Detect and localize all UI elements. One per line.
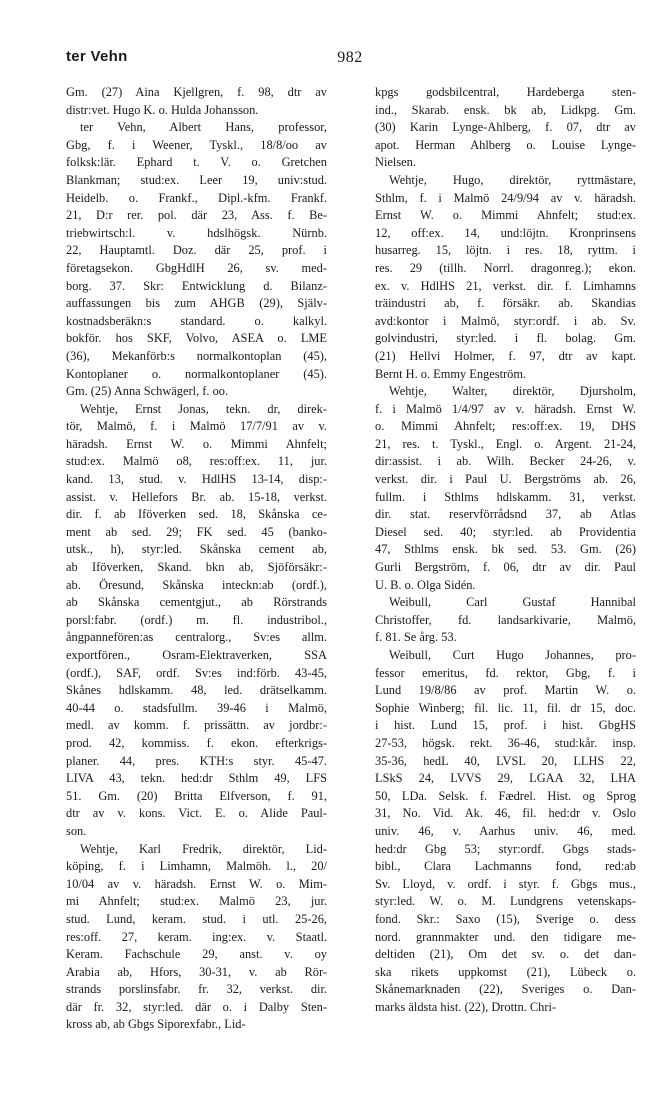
entry-heading-line: Wehtje, Walter, direktör, Djursholm, — [389, 384, 636, 399]
text-line: strands porslinsfabr. fr. 32, verkst. dir. — [66, 982, 327, 997]
text-line: deltiden (21), Om det sv. o. det dan- — [375, 947, 636, 962]
text-line: Nielsen. — [375, 155, 416, 170]
text-line: husarreg. 15, löjtn. i res. 18, ryttm. i — [375, 243, 636, 258]
text-line: f. 81. Se årg. 53. — [375, 630, 457, 645]
text-line: ment ab sed. 29; FK sed. 45 (banko- — [66, 524, 327, 539]
text-line: Gm. (25) Anna Schwägerl, f. oo. — [66, 384, 229, 399]
text-line: verkst. dir. i Paul U. Bergströms ab. 26, — [375, 472, 636, 487]
text-line: kand. 13, stud. v. HdlHS 13-14, disp:- — [66, 472, 327, 487]
text-line: (36), Mekanförb:s normalkontoplan (45), — [66, 348, 327, 363]
text-line: marks äldsta hist. (22), Drottn. Chri- — [375, 999, 557, 1014]
text-line: ångpannefören:as centralorg., Sv:es allm. — [66, 630, 327, 645]
running-head: ter Vehn — [66, 48, 128, 65]
text-line: häradsh. Ernst W. o. Mimmi Ahnfelt; — [66, 436, 327, 451]
text-line: 40-44 o. stadsfullm. 39-46 i Malmö, — [66, 700, 327, 715]
text-line: Sv. Lloyd, v. ordf. i styr. f. Gbgs mus., — [375, 876, 636, 891]
text-line: där fr. 32, styr:led. där o. i Dalby Sten- — [66, 999, 327, 1014]
text-line: kpgs godsbilcentral, Hardeberga sten- — [375, 85, 636, 99]
text-line: Diesel sed. 40; styr:led. ab Providentia — [375, 524, 636, 539]
text-line: dir. stat. reservförrådsnd 37, ab Atlas — [375, 507, 636, 522]
text-line: kostnadsberäkn:s standard. o. kalkyl. — [66, 313, 327, 328]
text-line: dtr av v. kons. Vict. E. o. Alide Paul- — [66, 806, 327, 821]
text-line: Skånemarknaden (22), Sveriges o. Dan- — [375, 982, 636, 997]
text-line: fullm. i Sthlms hdlskamm. 31, verkst. — [375, 489, 636, 504]
text-line: 50, LDa. Selsk. f. Fædrel. Hist. og Sprog — [375, 788, 636, 803]
text-line: Bernt H. o. Emmy Engeström. — [375, 366, 527, 381]
text-line: kross ab, ab Gbgs Siporexfabr., Lid- — [66, 1017, 246, 1032]
text-line: planer. 44, pres. KTH:s styr. 45-47. — [66, 753, 327, 768]
text-line: styr:led. W. o. M. Lundgrens vetenskaps- — [375, 894, 636, 909]
text-line: 10/04 av v. häradsh. Ernst W. o. Mim- — [66, 876, 327, 891]
text-line: medl. av komm. f. prissättn. av jordbr:- — [66, 718, 327, 733]
text-line: 47, Sthlms ensk. bk sed. 53. Gm. (26) — [375, 542, 636, 557]
left-column — [66, 84, 327, 1034]
entry-heading-line: Weibull, Carl Gustaf Hannibal — [389, 595, 636, 610]
text-line: triebwirtsch:l. v. hdslhögsk. Nürnb. — [66, 225, 327, 240]
right-column — [375, 84, 636, 1016]
entry-heading-line: Wehtje, Hugo, direktör, ryttmästare, — [389, 172, 636, 187]
text-line: utsk., h), styr:led. Skånska cement ab, — [66, 542, 327, 557]
text-line: borg. 37. Skr: Entwicklung d. Bilanz- — [66, 278, 327, 293]
text-line: Blankman; stud:ex. Leer 19, univ:stud. — [66, 172, 327, 187]
text-line: assist. v. Hellefors Br. ab. 15-18, verkst. — [66, 489, 327, 504]
text-line: tör, Malmö, f. i Malmö 17/7/91 av v. — [66, 419, 327, 434]
text-line: Ernst W. o. Mimmi Ahnfelt; stud:ex. — [375, 208, 636, 223]
text-line: hed:dr Gbg 53; styr:ordf. Gbgs stads- — [375, 841, 636, 856]
text-line: golvindustri, styr:led. i fl. bolag. Gm. — [375, 331, 636, 346]
text-line: Keram. Fachschule 29, anst. v. oy — [66, 947, 327, 962]
text-line: ab Skånska cementgjut., ab Rörstrands — [66, 595, 327, 610]
entry-heading-line: Wehtje, Ernst Jonas, tekn. dr, direk- — [80, 401, 327, 416]
text-line: 22, Hauptamtl. Doz. där 25, prof. i — [66, 243, 327, 258]
text-line: 12, off:ex. 14, und:löjtn. Kronprinsens — [375, 225, 636, 240]
text-line: fond. Skr.: Saxo (15), Sverige o. dess — [375, 911, 636, 926]
page-number: 982 — [337, 49, 363, 66]
text-line: exportfören., Osram-Elektraverken, SSA — [66, 648, 327, 662]
text-line: i hist. Lund 15, prof. i hist. GbgHS — [375, 718, 636, 733]
text-line: bibl., Clara Lachmanns fond, red:ab — [375, 859, 636, 874]
text-line: stud:ex. Malmö o8, res:off:ex. 11, jur. — [66, 454, 327, 469]
text-line: ab. Öresund, Skånska inteckn:ab (ordf.), — [66, 577, 327, 592]
text-line: univ. 46, v. Aarhus univ. 46, med. — [375, 823, 636, 838]
entry-heading-line: Weibull, Curt Hugo Johannes, pro- — [389, 648, 636, 662]
text-line: Lund 19/8/86 av prof. Martin W. o. — [375, 683, 636, 698]
text-line: Gm. (27) Aina Kjellgren, f. 98, dtr av — [66, 85, 327, 99]
text-line: Skånes hdlskamm. 48, led. drätselkamm. — [66, 683, 327, 698]
text-line: bokför. hos SKF, Volvo, ASEA o. LME — [66, 331, 327, 346]
text-line: Christoffer, fd. landsarkivarie, Malmö, — [375, 612, 636, 627]
entry-heading-line: ter Vehn, Albert Hans, professor, — [80, 120, 327, 135]
text-line: distr:vet. Hugo K. o. Hulda Johansson. — [66, 102, 259, 117]
text-line: Sthlm, f. i Malmö 24/9/94 av v. häradsh. — [375, 190, 636, 205]
text-line: köping, f. i Limhamn, Malmöh. l., 20/ — [66, 859, 327, 874]
text-line: U. B. o. Olga Sidén. — [375, 577, 476, 592]
text-line: (ordf.), SAF, ordf. Sv:es ind:förb. 43-45, — [66, 665, 327, 680]
text-line: son. — [66, 823, 87, 838]
text-line: nord. grannmakter und. den tidigare me- — [375, 929, 636, 944]
text-line: mi Ahnfelt; stud:ex. Malmö 23, jur. — [66, 894, 327, 909]
text-line: res:off. 27, keram. ing:ex. v. Staatl. — [66, 929, 327, 944]
text-line: folksk:lär. Ephard t. V. o. Gretchen — [66, 155, 327, 170]
text-line: o. Mimmi Ahnfelt; res:off:ex. 19, DHS — [375, 419, 636, 434]
text-line: avd:kontor i Malmö, styr:ordf. i ab. Sv. — [375, 313, 636, 328]
text-line: 35-36, hedL 40, LVSL 20, LLHS 22, — [375, 753, 636, 768]
text-line: LIVA 43, tekn. hed:dr Sthlm 49, LFS — [66, 771, 327, 786]
text-line: ind., Skarab. ensk. bk ab, Lidkpg. Gm. — [375, 102, 636, 117]
text-line: 21, D:r rer. pol. där 23, Ass. f. Be- — [66, 208, 327, 223]
text-line: stud. Lund, keram. stud. i utl. 25-26, — [66, 911, 327, 926]
text-line: (21) Hellvi Holmer, f. 97, dtr av kapt. — [375, 348, 636, 363]
text-line: Kontoplaner o. normalkontoplaner (45). — [66, 366, 327, 381]
text-line: dir. f. ab Iföverken sed. 18, Skånska ce- — [66, 507, 327, 522]
text-line: Arabia ab, Hfors, 30-31, v. ab Rör- — [66, 964, 327, 979]
text-line: 21, res. t. Tyskl., Engl. o. Argent. 21-24, — [375, 436, 636, 451]
text-line: 31, No. Vid. Ak. 46, fil. hed:dr v. Oslo — [375, 806, 636, 821]
text-line: apot. Herman Ahlberg o. Louise Lynge- — [375, 137, 636, 152]
text-line: Gurli Bergström, f. 06, dtr av dir. Paul — [375, 560, 636, 575]
text-line: företagsekon. GbgHdlH 26, sv. med- — [66, 260, 327, 275]
text-line: (30) Karin Lynge-Ahlberg, f. 07, dtr av — [375, 120, 636, 135]
text-line: LSkS 24, LVVS 29, LGAA 32, LHA — [375, 771, 636, 786]
text-line: fessor emeritus, fd. rektor, Gbg, f. i — [375, 665, 636, 680]
text-line: 51. Gm. (20) Britta Elfverson, f. 91, — [66, 788, 327, 803]
text-line: auffassungen bis zum AHGB (29), Själv- — [66, 296, 327, 311]
text-line: porsl:fabr. (ordf.) m. fl. industribol., — [66, 612, 327, 627]
entry-heading-line: Wehtje, Karl Fredrik, direktör, Lid- — [80, 841, 327, 856]
text-line: ab Iföverken, Skand. bkn ab, Sjöförsäkr:- — [66, 560, 327, 575]
text-line: ex. v. HdlHS 21, verkst. dir. f. Limhamns — [375, 278, 636, 293]
text-line: ska rikets uppkomst (21), Lübeck o. — [375, 964, 636, 979]
text-line: träindustri ab, f. försäkr. ab. Skandias — [375, 296, 636, 311]
text-line: f. i Malmö 1/4/97 av v. häradsh. Ernst W. — [375, 401, 636, 416]
text-line: Gbg, f. i Weener, Tyskl., 18/8/oo av — [66, 137, 327, 152]
text-line: res. 29 (tillh. Norrl. dragonreg.); ekon. — [375, 260, 636, 275]
text-line: dir:assist. i ab. Wilh. Becker 24-26, v. — [375, 454, 636, 469]
text-line: Sophie Winberg; fil. lic. 11, fil. dr 15, doc. — [375, 700, 636, 715]
page-header — [66, 48, 634, 72]
text-line: Heidelb. o. Frankf., Dipl.-kfm. Frankf. — [66, 190, 327, 205]
text-line: prod. 42, kommiss. f. ekon. efterkrigs- — [66, 735, 327, 750]
text-line: 27-53, högsk. rekt. 36-46, stud:kår. insp. — [375, 735, 636, 750]
